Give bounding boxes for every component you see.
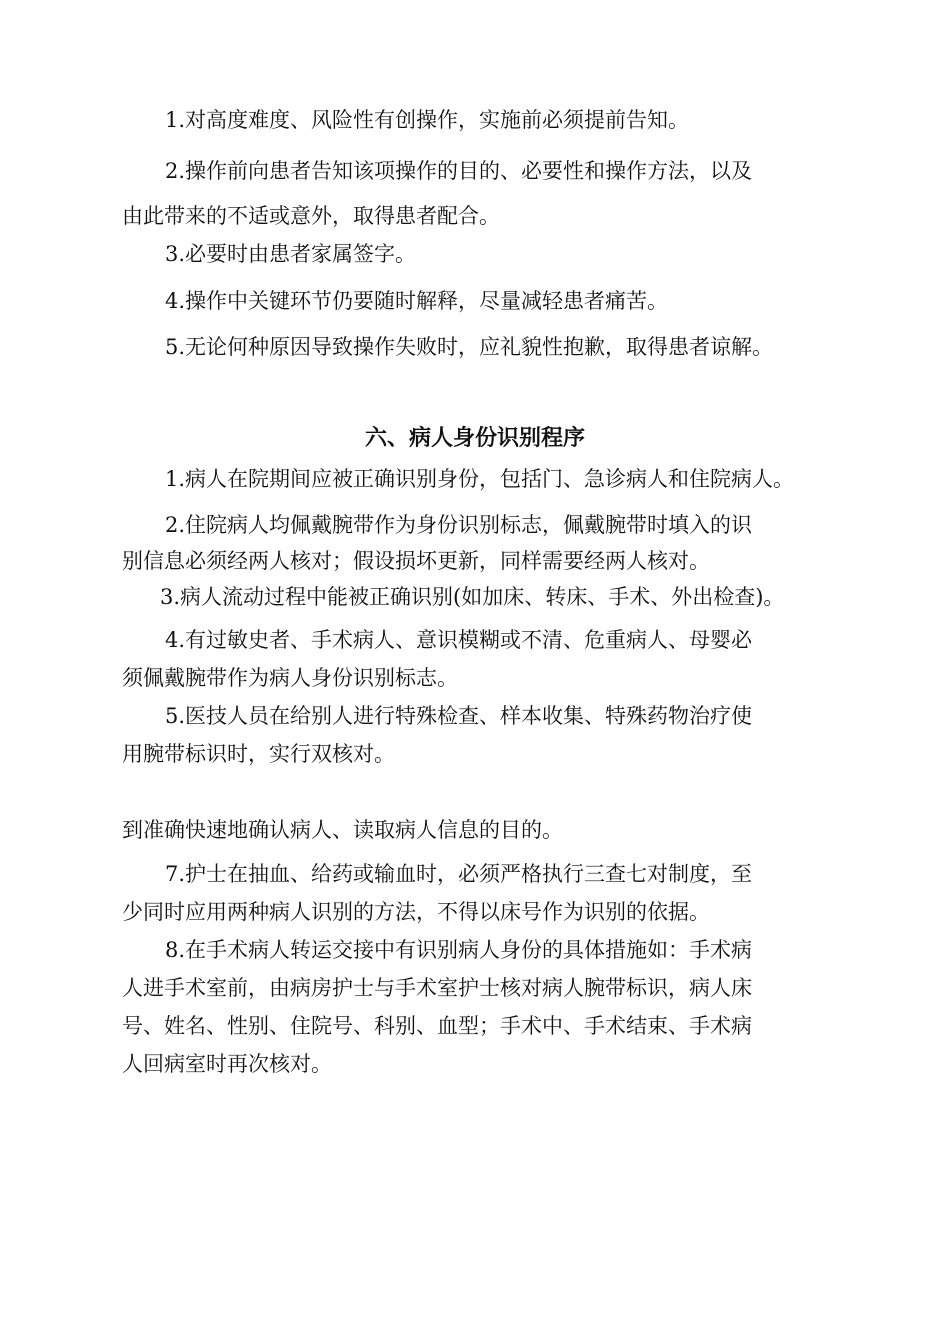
section-title: 六、病人身份识别程序 xyxy=(364,426,585,451)
prev-item-5: 5.无论何种原因导致操作失败时，应礼貌性抱歉，取得患者谅解。 xyxy=(165,335,774,359)
id-item-5-line-1: 5.医技人员在给别人进行特殊检查、样本收集、特殊药物治疗使 xyxy=(165,704,753,728)
id-item-8-line-1: 8.在手术病人转运交接中有识别病人身份的具体措施如：手术病 xyxy=(165,938,753,962)
id-item-2-line-2: 别信息必须经两人核对；假设损坏更新，同样需要经两人核对。 xyxy=(122,549,710,573)
id-item-7-line-2: 少同时应用两种病人识别的方法，不得以床号作为识别的依据。 xyxy=(122,900,710,924)
prev-item-4: 4.操作中关键环节仍要随时解释，尽量减轻患者痛苦。 xyxy=(165,289,669,313)
prev-item-2-line-2: 由此带来的不适或意外，取得患者配合。 xyxy=(122,204,500,228)
prev-item-2-line-1: 2.操作前向患者告知该项操作的目的、必要性和操作方法，以及 xyxy=(165,159,753,183)
id-item-7-line-1: 7.护士在抽血、给药或输血时，必须严格执行三查七对制度，至 xyxy=(165,862,753,886)
id-item-4-line-1: 4.有过敏史者、手术病人、意识模糊或不清、危重病人、母婴必 xyxy=(165,628,753,652)
id-item-8-line-2: 人进手术室前，由病房护士与手术室护士核对病人腕带标识，病人床 xyxy=(122,976,752,1000)
id-item-2-line-1: 2.住院病人均佩戴腕带作为身份识别标志，佩戴腕带时填入的识 xyxy=(165,513,753,537)
id-item-6-fragment: 到准确快速地确认病人、读取病人信息的目的。 xyxy=(122,818,563,842)
id-item-4-line-2: 须佩戴腕带作为病人身份识别标志。 xyxy=(122,666,458,690)
id-item-5-line-2: 用腕带标识时，实行双核对。 xyxy=(122,742,395,766)
id-item-1: 1.病人在院期间应被正确识别身份，包括门、急诊病人和住院病人。 xyxy=(165,467,795,491)
id-item-8-line-3: 号、姓名、性别、住院号、科别、血型；手术中、手术结束、手术病 xyxy=(122,1014,752,1038)
prev-item-3: 3.必要时由患者家属签字。 xyxy=(165,242,417,266)
prev-item-1: 1.对高度难度、风险性有创操作，实施前必须提前告知。 xyxy=(165,108,690,132)
id-item-8-line-4: 人回病室时再次核对。 xyxy=(122,1052,332,1076)
id-item-3: 3.病人流动过程中能被正确识别(如加床、转床、手术、外出检查)。 xyxy=(160,585,785,609)
